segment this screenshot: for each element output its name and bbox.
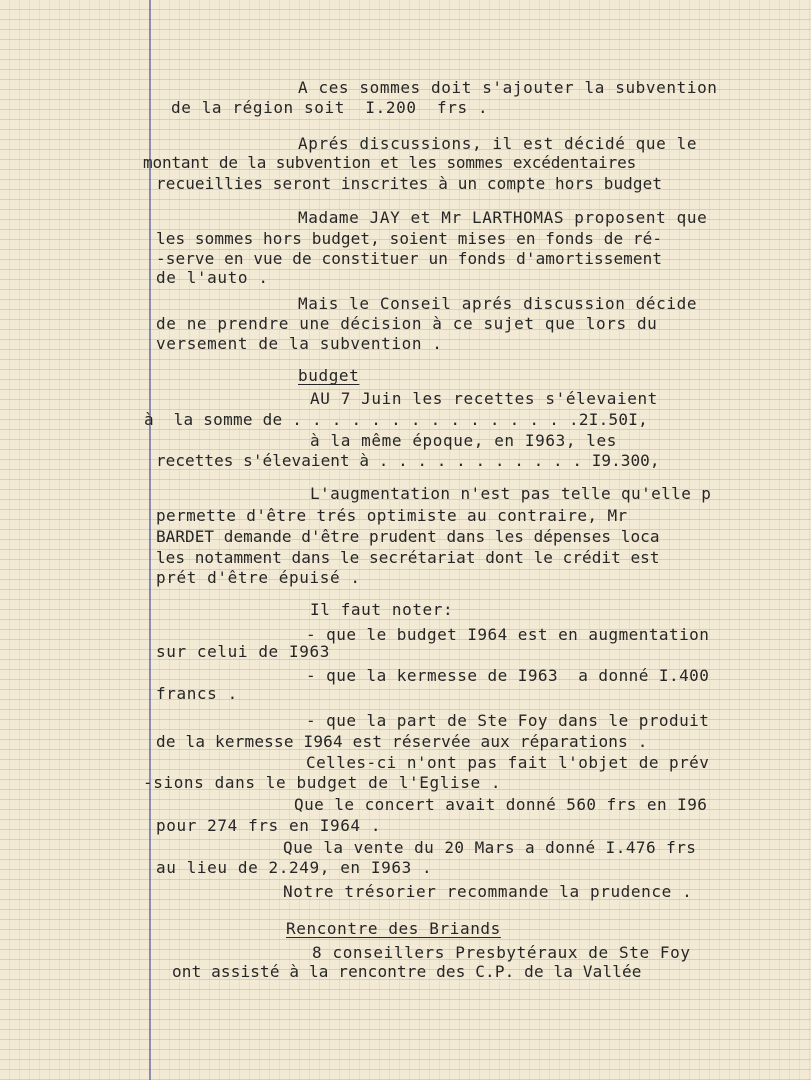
text-line: versement de la subvention . <box>156 334 443 353</box>
text-line: A ces sommes doit s'ajouter la subvention <box>298 78 718 97</box>
text-line: Madame JAY et Mr LARTHOMAS proposent que <box>298 208 708 227</box>
text-line: recettes s'élevaient à . . . . . . . . . . . I9.300, <box>156 451 660 470</box>
text-line: de l'auto . <box>156 268 269 287</box>
text-line: -sions dans le budget de l'Eglise . <box>143 773 502 792</box>
text-line: - que le budget I964 est en augmentation <box>306 625 710 644</box>
text-line: de la région soit I.200 frs . <box>171 98 489 117</box>
text-line: L'augmentation n'est pas telle qu'elle p <box>310 484 712 503</box>
text-line: pour 274 frs en I964 . <box>156 816 382 835</box>
text-line: Notre trésorier recommande la prudence . <box>283 882 693 901</box>
section-heading-budget: budget <box>298 366 360 385</box>
text-line: au lieu de 2.249, en I963 . <box>156 858 433 877</box>
text-line: de ne prendre une décision à ce sujet que lors du <box>156 314 658 333</box>
text-line: AU 7 Juin les recettes s'élevaient <box>310 389 658 408</box>
text-line: ont assisté à la rencontre des C.P. de la Vallée <box>172 962 642 981</box>
text-line: montant de la subvention et les sommes excédentaires <box>143 153 637 172</box>
text-line: Celles-ci n'ont pas fait l'objet de prév <box>306 753 710 772</box>
section-heading-rencontre: Rencontre des Briands <box>286 919 501 938</box>
text-line: sur celui de I963 <box>156 642 330 661</box>
text-line: BARDET demande d'être prudent dans les dépenses loca <box>156 527 660 546</box>
text-line: les sommes hors budget, soient mises en fonds de ré- <box>156 229 663 248</box>
text-line: 8 conseillers Presbytéraux de Ste Foy <box>312 943 691 962</box>
text-line: à la même époque, en I963, les <box>310 431 617 450</box>
text-line: - que la kermesse de I963 a donné I.400 <box>306 666 710 685</box>
text-line: permette d'être trés optimiste au contraire, Mr <box>156 506 628 525</box>
text-line: Il faut noter: <box>310 600 454 619</box>
text-line: recueillies seront inscrites à un compte hors budget <box>156 174 663 193</box>
text-line: francs . <box>156 684 238 703</box>
text-line: Que la vente du 20 Mars a donné I.476 frs <box>283 838 697 857</box>
text-line: à la somme de . . . . . . . . . . . . . . .2I.50I, <box>144 410 649 429</box>
text-line: prét d'être épuisé . <box>156 568 361 587</box>
text-line: de la kermesse I964 est réservée aux réparations . <box>156 732 648 751</box>
text-line: - que la part de Ste Foy dans le produit <box>306 711 710 730</box>
text-line: -serve en vue de constituer un fonds d'amortissement <box>156 249 663 268</box>
text-line: Mais le Conseil aprés discussion décide <box>298 294 698 313</box>
text-line: Que le concert avait donné 560 frs en I96 <box>294 795 708 814</box>
text-line: Aprés discussions, il est décidé que le <box>298 134 698 153</box>
text-line: les notamment dans le secrétariat dont le crédit est <box>156 548 660 567</box>
